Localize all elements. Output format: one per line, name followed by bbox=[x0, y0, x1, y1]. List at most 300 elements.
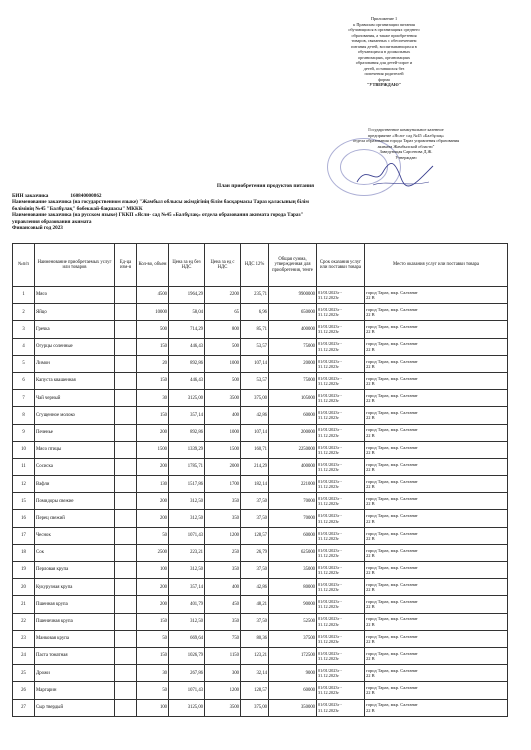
price-cell: 892,86 bbox=[169, 355, 205, 372]
period-cell: 01/01/2023г - 31.12.2023г bbox=[317, 458, 365, 475]
approve-line: Заведующая Сарсенова Д.Ж. bbox=[379, 149, 433, 155]
price-vat-cell: 250 bbox=[205, 544, 241, 561]
qty-cell: 150 bbox=[137, 613, 169, 630]
item-name: Перловая крупа bbox=[35, 562, 115, 579]
total-cell: 9900000 bbox=[269, 287, 317, 304]
unit-cell bbox=[115, 630, 137, 647]
total-cell: 52500 bbox=[269, 613, 317, 630]
price-vat-cell: 1700 bbox=[205, 476, 241, 493]
total-cell: 75000 bbox=[269, 338, 317, 355]
place-cell: город Тараз, мкр. Салтанат 22 В bbox=[365, 321, 508, 338]
customer-info bbox=[12, 193, 517, 231]
table-row bbox=[13, 647, 508, 664]
price-cell: 3125,00 bbox=[169, 390, 205, 407]
item-name: Чеснок bbox=[35, 527, 115, 544]
unit-cell bbox=[115, 596, 137, 613]
unit-cell bbox=[115, 510, 137, 527]
price-cell: 357,14 bbox=[169, 579, 205, 596]
price-vat-cell: 750 bbox=[205, 630, 241, 647]
unit-cell bbox=[115, 287, 137, 304]
vat-cell: 53,57 bbox=[241, 338, 269, 355]
row-number: 24 bbox=[13, 647, 35, 664]
period-cell: 01/01/2023г - 31.12.2023г bbox=[317, 579, 365, 596]
row-number: 4 bbox=[13, 338, 35, 355]
row-number: 6 bbox=[13, 372, 35, 389]
header-cell: Цена за ед без НДС bbox=[169, 244, 205, 287]
price-vat-cell: 350 bbox=[205, 510, 241, 527]
unit-cell bbox=[115, 321, 137, 338]
period-cell: 01/01/2023г - 31.12.2023г bbox=[317, 372, 365, 389]
total-cell: 20000 bbox=[269, 355, 317, 372]
unit-cell bbox=[115, 647, 137, 664]
table-row bbox=[13, 544, 508, 561]
header-cell: Место оказания услуг или поставки товара bbox=[365, 244, 508, 287]
approve-line: акимата Жамбылской области" bbox=[377, 143, 435, 149]
total-cell: 80000 bbox=[269, 579, 317, 596]
total-cell: 60000 bbox=[269, 407, 317, 424]
row-number: 17 bbox=[13, 527, 35, 544]
qty-cell: 150 bbox=[137, 647, 169, 664]
price-cell: 312,50 bbox=[169, 562, 205, 579]
table-row bbox=[13, 304, 508, 321]
row-number: 16 bbox=[13, 510, 35, 527]
table-row bbox=[13, 699, 508, 716]
unit-cell bbox=[115, 613, 137, 630]
fin-year-line bbox=[12, 225, 517, 231]
total-cell: 400000 bbox=[269, 458, 317, 475]
item-name: Печенье bbox=[35, 424, 115, 441]
place-cell: город Тараз, мкр. Салтанат 22 В bbox=[365, 682, 508, 699]
appendix-line: образования, а также приобретения bbox=[351, 32, 417, 38]
total-cell: 35000 bbox=[269, 562, 317, 579]
price-cell: 223,21 bbox=[169, 544, 205, 561]
place-cell: город Тараз, мкр. Салтанат 22 В bbox=[365, 579, 508, 596]
qty-cell: 200 bbox=[137, 510, 169, 527]
item-name: Огурцы соленные bbox=[35, 338, 115, 355]
unit-cell bbox=[115, 493, 137, 510]
period-cell: 01/01/2023г - 31.12.2023г bbox=[317, 544, 365, 561]
row-number: 9 bbox=[13, 424, 35, 441]
table-row bbox=[13, 630, 508, 647]
qty-cell: 50 bbox=[137, 682, 169, 699]
customer-ru-line2: управления образования акимата bbox=[12, 218, 92, 225]
item-name: Гречка bbox=[35, 321, 115, 338]
price-vat-cell: 500 bbox=[205, 338, 241, 355]
price-cell: 446,43 bbox=[169, 372, 205, 389]
item-name: Мясо bbox=[35, 287, 115, 304]
unit-cell bbox=[115, 544, 137, 561]
item-name: Вафли bbox=[35, 476, 115, 493]
price-cell: 401,79 bbox=[169, 596, 205, 613]
place-cell: город Тараз, мкр. Салтанат 22 В bbox=[365, 476, 508, 493]
total-cell: 350000 bbox=[269, 699, 317, 716]
table-row bbox=[13, 562, 508, 579]
price-cell: 312,50 bbox=[169, 613, 205, 630]
vat-cell: 107,14 bbox=[241, 424, 269, 441]
approve-line: Утверждаю bbox=[395, 154, 417, 160]
price-vat-cell: 350 bbox=[205, 493, 241, 510]
row-number: 1 bbox=[13, 287, 35, 304]
price-cell: 312,50 bbox=[169, 493, 205, 510]
total-cell: 625000 bbox=[269, 544, 317, 561]
item-name: Манковая крупа bbox=[35, 630, 115, 647]
place-cell: город Тараз, мкр. Салтанат 22 В bbox=[365, 510, 508, 527]
total-cell: 75000 bbox=[269, 372, 317, 389]
unit-cell bbox=[115, 665, 137, 682]
qty-cell: 30 bbox=[137, 390, 169, 407]
item-name: Кукурузная крупа bbox=[35, 579, 115, 596]
price-cell: 312,50 bbox=[169, 510, 205, 527]
total-cell: 60000 bbox=[269, 527, 317, 544]
price-cell: 1517,86 bbox=[169, 476, 205, 493]
period-cell: 01/01/2023г - 31.12.2023г bbox=[317, 596, 365, 613]
fin-year-value: 2023 bbox=[52, 225, 63, 232]
price-cell: 1785,71 bbox=[169, 458, 205, 475]
vat-cell: 214,29 bbox=[241, 458, 269, 475]
total-cell: 90000 bbox=[269, 596, 317, 613]
place-cell: город Тараз, мкр. Салтанат 22 В bbox=[365, 287, 508, 304]
period-cell: 01/01/2023г - 31.12.2023г bbox=[317, 441, 365, 458]
table-row bbox=[13, 338, 508, 355]
price-cell: 1339,29 bbox=[169, 441, 205, 458]
place-cell: город Тараз, мкр. Салтанат 22 В bbox=[365, 613, 508, 630]
table-row bbox=[13, 424, 508, 441]
place-cell: город Тараз, мкр. Салтанат 22 В bbox=[365, 355, 508, 372]
table-row bbox=[13, 390, 508, 407]
price-vat-cell: 500 bbox=[205, 372, 241, 389]
price-cell: 669,64 bbox=[169, 630, 205, 647]
table-row bbox=[13, 458, 508, 475]
table-header-row bbox=[13, 244, 508, 287]
period-cell: 01/01/2023г - 31.12.2023г bbox=[317, 630, 365, 647]
header-cell: НДС 12% bbox=[241, 244, 269, 287]
header-cell: Общая сумма, утвержденная для приобретения, тенге bbox=[269, 244, 317, 287]
row-number: 2 bbox=[13, 304, 35, 321]
price-cell: 1964,29 bbox=[169, 287, 205, 304]
qty-cell: 10000 bbox=[137, 304, 169, 321]
row-number: 25 bbox=[13, 665, 35, 682]
vat-cell: 128,57 bbox=[241, 527, 269, 544]
table-row bbox=[13, 527, 508, 544]
qty-cell: 150 bbox=[137, 338, 169, 355]
period-cell: 01/01/2023г - 31.12.2023г bbox=[317, 321, 365, 338]
total-cell: 37500 bbox=[269, 630, 317, 647]
price-cell: 1071,43 bbox=[169, 527, 205, 544]
place-cell: город Тараз, мкр. Салтанат 22 В bbox=[365, 527, 508, 544]
price-vat-cell: 800 bbox=[205, 321, 241, 338]
price-vat-cell: 400 bbox=[205, 579, 241, 596]
row-number: 19 bbox=[13, 562, 35, 579]
price-vat-cell: 1200 bbox=[205, 527, 241, 544]
total-cell: 200000 bbox=[269, 424, 317, 441]
price-vat-cell: 350 bbox=[205, 562, 241, 579]
price-cell: 892,86 bbox=[169, 424, 205, 441]
approve-line: предприятие «Ясли- сад №45 «Балбұлақ» bbox=[367, 132, 445, 138]
period-cell: 01/01/2023г - 31.12.2023г bbox=[317, 493, 365, 510]
document-title: План приобретения продуктов питания bbox=[216, 183, 315, 189]
price-vat-cell: 1150 bbox=[205, 647, 241, 664]
unit-cell bbox=[115, 699, 137, 716]
vat-cell: 128,57 bbox=[241, 682, 269, 699]
item-name: Пшенная крупа bbox=[35, 596, 115, 613]
table-row bbox=[13, 476, 508, 493]
item-name: Сгущенное молоко bbox=[35, 407, 115, 424]
row-number: 8 bbox=[13, 407, 35, 424]
procurement-table bbox=[12, 243, 508, 717]
price-cell: 267,86 bbox=[169, 665, 205, 682]
appendix-line: образования для детей-сирот и bbox=[355, 60, 413, 65]
vat-cell: 375,00 bbox=[241, 390, 269, 407]
item-name: Пшеничная крупа bbox=[35, 613, 115, 630]
qty-cell: 1500 bbox=[137, 441, 169, 458]
row-number: 7 bbox=[13, 390, 35, 407]
total-cell: 172500 bbox=[269, 647, 317, 664]
appendix-line: организациях, организациях bbox=[358, 54, 410, 60]
table-row bbox=[13, 287, 508, 304]
table-row bbox=[13, 372, 508, 389]
row-number: 5 bbox=[13, 355, 35, 372]
qty-cell: 200 bbox=[137, 579, 169, 596]
row-number: 22 bbox=[13, 613, 35, 630]
table-row bbox=[13, 613, 508, 630]
item-name: Сыр твердый bbox=[35, 699, 115, 716]
place-cell: город Тараз, мкр. Салтанат 22 В bbox=[365, 424, 508, 441]
item-name: Маргарин bbox=[35, 682, 115, 699]
price-vat-cell: 2000 bbox=[205, 458, 241, 475]
place-cell: город Тараз, мкр. Салтанат 22 В bbox=[365, 630, 508, 647]
vat-cell: 85,71 bbox=[241, 321, 269, 338]
vat-cell: 26,79 bbox=[241, 544, 269, 561]
row-number: 12 bbox=[13, 476, 35, 493]
row-number: 23 bbox=[13, 630, 35, 647]
period-cell: 01/01/2023г - 31.12.2023г bbox=[317, 338, 365, 355]
vat-cell: 182,14 bbox=[241, 476, 269, 493]
qty-cell: 150 bbox=[137, 407, 169, 424]
header-cell: Цена за ед с НДС bbox=[205, 244, 241, 287]
approve-block bbox=[332, 127, 480, 161]
unit-cell bbox=[115, 407, 137, 424]
total-cell: 70000 bbox=[269, 493, 317, 510]
header-cell: Кол-во, объем bbox=[137, 244, 169, 287]
qty-cell: 100 bbox=[137, 562, 169, 579]
qty-cell: 50 bbox=[137, 527, 169, 544]
period-cell: 01/01/2023г - 31.12.2023г bbox=[317, 647, 365, 664]
vat-cell: 6,96 bbox=[241, 304, 269, 321]
qty-cell: 150 bbox=[137, 372, 169, 389]
price-vat-cell: 65 bbox=[205, 304, 241, 321]
customer-kz-line2: бөлімінің №45 "Балбұлақ" бөбекжай-бақшасы" МККК bbox=[12, 205, 143, 212]
unit-cell bbox=[115, 527, 137, 544]
unit-cell bbox=[115, 682, 137, 699]
total-cell: 221000 bbox=[269, 476, 317, 493]
table-row bbox=[13, 579, 508, 596]
qty-cell: 130 bbox=[137, 476, 169, 493]
header-cell: Срок оказания услуг или поставки товара bbox=[317, 244, 365, 287]
bin-value: 160840000862 bbox=[70, 193, 102, 199]
approve-line: Государственное коммунальное казенное bbox=[368, 127, 444, 132]
place-cell: город Тараз, мкр. Салтанат 22 В bbox=[365, 562, 508, 579]
appendix-block bbox=[318, 16, 450, 88]
period-cell: 01/01/2023г - 31.12.2023г bbox=[317, 390, 365, 407]
item-name: Помидоры свежие bbox=[35, 493, 115, 510]
header-cell: №п/п bbox=[13, 244, 35, 287]
place-cell: город Тараз, мкр. Салтанат 22 В bbox=[365, 665, 508, 682]
row-number: 27 bbox=[13, 699, 35, 716]
table-row bbox=[13, 682, 508, 699]
unit-cell bbox=[115, 390, 137, 407]
vat-cell: 53,57 bbox=[241, 372, 269, 389]
qty-cell: 200 bbox=[137, 493, 169, 510]
price-vat-cell: 450 bbox=[205, 596, 241, 613]
price-vat-cell: 400 bbox=[205, 407, 241, 424]
appendix-line: обучающихся в дошкольных bbox=[357, 49, 411, 54]
price-cell: 58,04 bbox=[169, 304, 205, 321]
period-cell: 01/01/2023г - 31.12.2023г bbox=[317, 304, 365, 321]
item-name: Лимон bbox=[35, 355, 115, 372]
price-vat-cell: 3500 bbox=[205, 699, 241, 716]
customer-ru-label: Наименование заказчика (на русском языке) bbox=[12, 212, 118, 219]
qty-cell: 200 bbox=[137, 596, 169, 613]
fin-year-label: Финансовый год bbox=[12, 225, 52, 232]
period-cell: 01/01/2023г - 31.12.2023г bbox=[317, 613, 365, 630]
item-name: Капуста квашенная bbox=[35, 372, 115, 389]
unit-cell bbox=[115, 441, 137, 458]
vat-cell: 160,71 bbox=[241, 441, 269, 458]
period-cell: 01/01/2023г - 31.12.2023г bbox=[317, 682, 365, 699]
price-vat-cell: 1000 bbox=[205, 355, 241, 372]
item-name: Паста томатная bbox=[35, 647, 115, 664]
place-cell: город Тараз, мкр. Салтанат 22 В bbox=[365, 647, 508, 664]
row-number: 21 bbox=[13, 596, 35, 613]
total-cell: 650000 bbox=[269, 304, 317, 321]
place-cell: город Тараз, мкр. Салтанат 22 В bbox=[365, 338, 508, 355]
appendix-line: к Правилам организации питания bbox=[353, 21, 415, 27]
vat-cell: 107,14 bbox=[241, 355, 269, 372]
bin-label: БИН заказчика bbox=[12, 193, 49, 199]
unit-cell bbox=[115, 372, 137, 389]
qty-cell: 2500 bbox=[137, 544, 169, 561]
qty-cell: 4500 bbox=[137, 287, 169, 304]
vat-cell: 42,86 bbox=[241, 407, 269, 424]
total-cell: 2250000 bbox=[269, 441, 317, 458]
vat-cell: 48,21 bbox=[241, 596, 269, 613]
table-row bbox=[13, 596, 508, 613]
price-cell: 357,14 bbox=[169, 407, 205, 424]
table-row bbox=[13, 510, 508, 527]
table-row bbox=[13, 493, 508, 510]
total-cell: 400000 bbox=[269, 321, 317, 338]
price-cell: 3125,00 bbox=[169, 699, 205, 716]
unit-cell bbox=[115, 458, 137, 475]
item-name: Яйцо bbox=[35, 304, 115, 321]
unit-cell bbox=[115, 304, 137, 321]
qty-cell: 200 bbox=[137, 424, 169, 441]
header-cell: Ед-ца изм-я bbox=[115, 244, 137, 287]
unit-cell bbox=[115, 355, 137, 372]
table-row bbox=[13, 321, 508, 338]
price-vat-cell: 300 bbox=[205, 665, 241, 682]
period-cell: 01/01/2023г - 31.12.2023г bbox=[317, 510, 365, 527]
qty-cell: 50 bbox=[137, 630, 169, 647]
place-cell: город Тараз, мкр. Салтанат 22 В bbox=[365, 544, 508, 561]
vat-cell: 80,36 bbox=[241, 630, 269, 647]
price-vat-cell: 1200 bbox=[205, 682, 241, 699]
vat-cell: 42,86 bbox=[241, 579, 269, 596]
vat-cell: 123,21 bbox=[241, 647, 269, 664]
appendix-line: обучающихся в организациях среднего bbox=[348, 27, 420, 32]
period-cell: 01/01/2023г - 31.12.2023г bbox=[317, 562, 365, 579]
qty-cell: 20 bbox=[137, 355, 169, 372]
place-cell: город Тараз, мкр. Салтанат 22 В bbox=[365, 596, 508, 613]
table-body bbox=[13, 287, 508, 717]
table-row bbox=[13, 407, 508, 424]
period-cell: 01/01/2023г - 31.12.2023г bbox=[317, 424, 365, 441]
period-cell: 01/01/2023г - 31.12.2023г bbox=[317, 527, 365, 544]
row-number: 11 bbox=[13, 458, 35, 475]
item-name: Чай черный bbox=[35, 390, 115, 407]
row-number: 20 bbox=[13, 579, 35, 596]
item-name: Сок bbox=[35, 544, 115, 561]
vat-cell: 37,50 bbox=[241, 510, 269, 527]
approve-line: отдела образования города Тараз управления образования bbox=[352, 138, 460, 144]
price-cell: 1071,43 bbox=[169, 682, 205, 699]
qty-cell: 100 bbox=[137, 699, 169, 716]
vat-cell: 235,71 bbox=[241, 287, 269, 304]
period-cell: 01/01/2023г - 31.12.2023г bbox=[317, 287, 365, 304]
appendix-line: Приложение 1 bbox=[370, 16, 398, 21]
row-number: 3 bbox=[13, 321, 35, 338]
appendix-line: форма bbox=[378, 76, 390, 82]
price-cell: 1026,79 bbox=[169, 647, 205, 664]
row-number: 26 bbox=[13, 682, 35, 699]
item-name: Перец свежий bbox=[35, 510, 115, 527]
customer-kz-value: "Жамбыл облысы әкімдігінің білім басқармасы Тараз қаласының білім bbox=[139, 199, 309, 206]
unit-cell bbox=[115, 424, 137, 441]
place-cell: город Тараз, мкр. Салтанат 22 В bbox=[365, 441, 508, 458]
place-cell: город Тараз, мкр. Салтанат 22 В bbox=[365, 493, 508, 510]
total-cell: 9000 bbox=[269, 665, 317, 682]
price-vat-cell: 3500 bbox=[205, 390, 241, 407]
appendix-line: попечения родителей bbox=[364, 71, 404, 76]
period-cell: 01/01/2023г - 31.12.2023г bbox=[317, 665, 365, 682]
table-row bbox=[13, 355, 508, 372]
place-cell: город Тараз, мкр. Салтанат 22 В bbox=[365, 699, 508, 716]
customer-ru-value: ГККП «Ясли- сад №45 «Балбұлақ» отдела образования акимата города Тараз" bbox=[118, 212, 304, 219]
approve-label: "УТВЕРЖДАЮ" bbox=[366, 82, 402, 87]
place-cell: город Тараз, мкр. Салтанат 22 В bbox=[365, 458, 508, 475]
price-vat-cell: 1500 bbox=[205, 441, 241, 458]
item-name: Мясо птицы bbox=[35, 441, 115, 458]
place-cell: город Тараз, мкр. Салтанат 22 В bbox=[365, 407, 508, 424]
unit-cell bbox=[115, 562, 137, 579]
place-cell: город Тараз, мкр. Салтанат 22 В bbox=[365, 304, 508, 321]
vat-cell: 37,50 bbox=[241, 493, 269, 510]
price-vat-cell: 350 bbox=[205, 613, 241, 630]
row-number: 15 bbox=[13, 493, 35, 510]
price-cell: 714,29 bbox=[169, 321, 205, 338]
table-row bbox=[13, 665, 508, 682]
appendix-line: детей, оставшихся без bbox=[363, 65, 405, 71]
price-vat-cell: 2200 bbox=[205, 287, 241, 304]
vat-cell: 37,50 bbox=[241, 562, 269, 579]
qty-cell: 30 bbox=[137, 665, 169, 682]
appendix-line: товаров, связанных с обеспечением bbox=[351, 38, 417, 43]
row-number: 18 bbox=[13, 544, 35, 561]
row-number: 10 bbox=[13, 441, 35, 458]
appendix-line: питания детей, воспитывающихся в bbox=[351, 43, 417, 49]
price-vat-cell: 1000 bbox=[205, 424, 241, 441]
item-name: Сосиска bbox=[35, 458, 115, 475]
